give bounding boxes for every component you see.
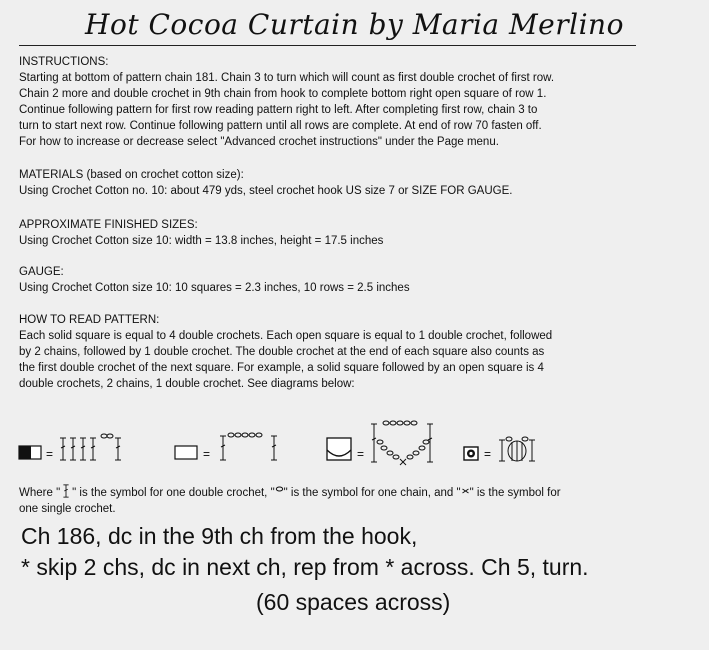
solid-square-stitches-icon [60,434,121,460]
double-crochet-symbol-icon [60,484,72,498]
symbol-text: " is the symbol for [469,487,561,499]
equals-sign: = [203,447,211,461]
instructions-line: Chain 2 more and double crochet in 9th chain from hook to complete bottom right open square of row 1. [19,87,547,100]
sizes-section [19,218,383,250]
equals-sign: = [484,447,492,461]
materials-line: Using Crochet Cotton no. 10: about 479 yds, steel crochet hook US size 7 or SIZE FOR GAUGE. [19,184,513,197]
chain-symbol-icon [275,484,284,498]
how-to-read-heading: HOW TO READ PATTERN: [19,314,160,326]
symbol-text: Where " [19,487,61,499]
stitch-diagrams [18,416,578,472]
instructions-line: Starting at bottom of pattern chain 181. Chain 3 to turn which will count as first double crochet of first row. [19,71,555,84]
sizes-heading: APPROXIMATE FINISHED SIZES: [19,219,198,231]
materials-section [19,168,512,200]
instructions-line: Continue following pattern for first row reading pattern right to left. After completing first row, chain 3 to [19,103,538,116]
gauge-line: Using Crochet Cotton size 10: 10 squares = 2.3 inches, 10 rows = 2.5 inches [19,281,410,294]
symbol-text: " is the symbol for one double crochet, " [72,487,275,499]
instructions-heading: INSTRUCTIONS: [19,56,109,68]
equals-sign: = [357,447,365,461]
how-to-read-line: Each solid square is equal to 4 double crochets. Each open square is equal to 1 double crochet, followed [19,329,553,342]
how-to-read-section [19,313,552,393]
bullseye-square-stitches-icon [499,437,535,461]
instructions-section [19,55,554,150]
lacet-square-stitches-icon [371,421,433,465]
solid-square-icon [19,446,41,459]
how-to-read-line: the first double crochet of the next square. For example, a solid square followed by an open square is 4 [19,361,544,374]
how-to-read-line: by 2 chains, followed by 1 double crochet. The double crochet at the end of each square also counts as [19,345,545,358]
page-title: Hot Cocoa Curtain by Maria Merlino [85,8,624,41]
single-crochet-symbol-icon [461,484,470,498]
materials-heading: MATERIALS (based on crochet cotton size): [19,169,244,181]
gauge-section [19,265,410,297]
equals-sign: = [46,447,54,461]
sizes-line: Using Crochet Cotton size 10: width = 13.8 inches, height = 17.5 inches [19,234,384,247]
open-square-icon [175,446,197,459]
instructions-line: For how to increase or decrease select "Advanced crochet instructions" under the Page menu. [19,135,499,148]
symbol-text: " is the symbol for one chain, and " [283,487,461,499]
pattern-line-1: Ch 186, dc in the 9th ch from the hook, [21,523,418,549]
lacet-square-icon [327,438,351,460]
open-square-stitches-icon [220,433,277,460]
gauge-heading: GAUGE: [19,266,64,278]
bullseye-square-icon [464,447,478,460]
pattern-line-3: (60 spaces across) [256,589,451,615]
how-to-read-line: double crochets, 2 chains, 1 double crochet. See diagrams below: [19,377,355,390]
symbol-text: one single crochet. [19,502,116,515]
instructions-line: turn to start next row. Continue following pattern until all rows are complete. At end of row 70 fasten off. [19,119,542,132]
pattern-line-2: * skip 2 chs, dc in next ch, rep from * across. Ch 5, turn. [21,554,589,580]
title-divider [19,45,636,46]
symbol-legend [19,484,561,518]
